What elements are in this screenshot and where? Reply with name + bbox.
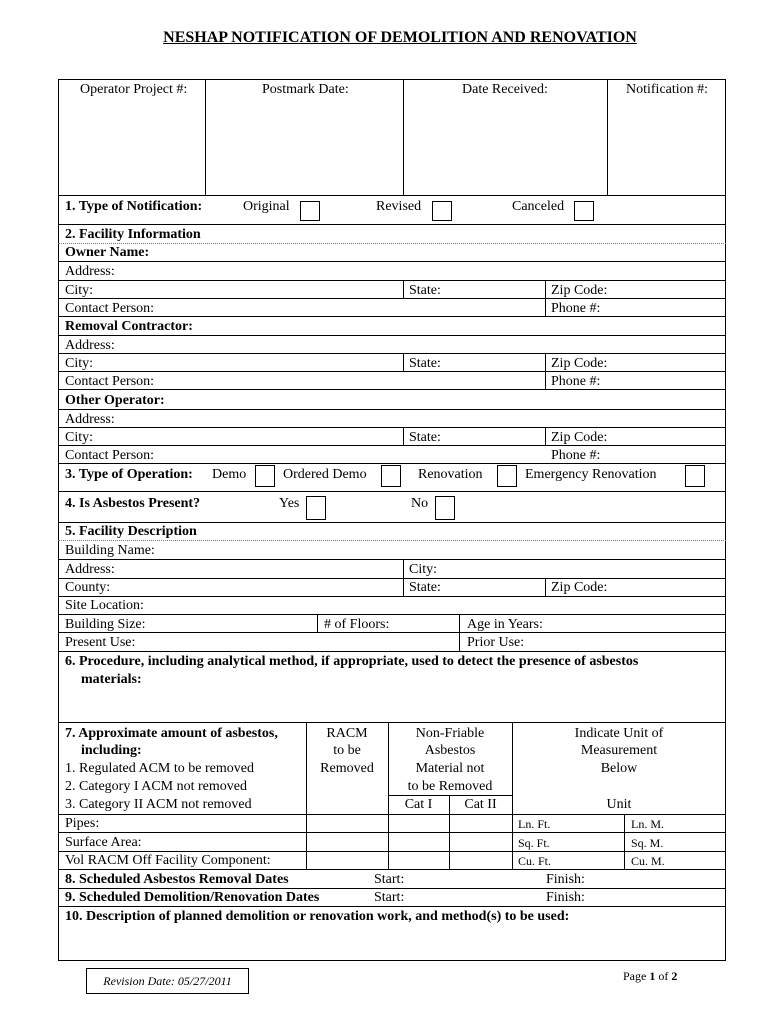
removal-address-label: Address: bbox=[65, 338, 115, 353]
age-label: Age in Years: bbox=[467, 617, 543, 632]
procedure-label-cont: materials: bbox=[81, 672, 142, 687]
row-line bbox=[58, 243, 726, 244]
other-zip-label: Zip Code: bbox=[551, 430, 608, 445]
demolition-finish-label: Finish: bbox=[546, 890, 585, 905]
yes-label: Yes bbox=[279, 496, 300, 511]
facility-address-label: Address: bbox=[65, 562, 115, 577]
other-contact-label: Contact Person: bbox=[65, 448, 155, 463]
row-line bbox=[58, 335, 726, 336]
demo-checkbox[interactable] bbox=[255, 465, 275, 487]
asbestos-present-label: 4. Is Asbestos Present? bbox=[65, 496, 201, 511]
row-line bbox=[58, 578, 726, 579]
ln-m-label: Ln. M. bbox=[631, 817, 664, 831]
demolition-start-label: Start: bbox=[374, 890, 405, 905]
row-line bbox=[58, 463, 726, 464]
amount-item-1: 1. Regulated ACM to be removed bbox=[65, 761, 254, 776]
row-line bbox=[58, 491, 726, 492]
owner-address-label: Address: bbox=[65, 264, 115, 279]
sq-ft-label: Sq. Ft. bbox=[518, 836, 550, 850]
row-line bbox=[58, 540, 726, 541]
racm-header-1: RACM bbox=[326, 726, 368, 741]
row-line bbox=[58, 559, 726, 560]
page-prefix: Page bbox=[623, 969, 647, 983]
other-city-label: City: bbox=[65, 430, 94, 445]
procedure-label: 6. Procedure, including analytical method, if appropriate, used to detect the presence of asbestos bbox=[65, 654, 639, 669]
row-line bbox=[58, 261, 726, 262]
notification-number-label: Notification #: bbox=[626, 82, 709, 97]
unit-header-2: Measurement bbox=[580, 743, 658, 758]
row-line bbox=[58, 832, 726, 833]
divider bbox=[403, 280, 404, 298]
surface-area-label: Surface Area: bbox=[65, 835, 142, 850]
row-line bbox=[58, 722, 726, 723]
page-of: of bbox=[658, 969, 669, 983]
amount-item-2: 2. Category I ACM not removed bbox=[65, 779, 247, 794]
page-current: 1 bbox=[649, 969, 656, 983]
nonfriable-header-1: Non-Friable bbox=[415, 726, 485, 741]
renovation-checkbox[interactable] bbox=[497, 465, 517, 487]
unit-header-3: Below bbox=[600, 761, 638, 776]
facility-heading: 2. Facility Information bbox=[65, 227, 201, 242]
row-line bbox=[58, 596, 726, 597]
nonfriable-header-3: Material not bbox=[415, 761, 485, 776]
original-checkbox[interactable] bbox=[300, 201, 320, 221]
row-line bbox=[58, 298, 726, 299]
yes-checkbox[interactable] bbox=[306, 496, 326, 520]
row-line bbox=[58, 427, 726, 428]
postmark-date-label: Postmark Date: bbox=[262, 82, 349, 97]
row-line bbox=[58, 614, 726, 615]
vol-racm-label: Vol RACM Off Facility Component: bbox=[65, 853, 271, 868]
row-line bbox=[58, 632, 726, 633]
no-label: No bbox=[411, 496, 429, 511]
row-line bbox=[58, 316, 726, 317]
renovation-label: Renovation bbox=[418, 467, 483, 482]
row-line bbox=[58, 869, 726, 870]
nonfriable-header-4: to be Removed bbox=[407, 779, 493, 794]
unit-header: Unit bbox=[606, 797, 632, 812]
unit-header-1: Indicate Unit of bbox=[574, 726, 664, 741]
amount-heading-cont: including: bbox=[81, 743, 142, 758]
racm-header-3: Removed bbox=[320, 761, 374, 776]
facility-zip-label: Zip Code: bbox=[551, 580, 608, 595]
facility-description-heading: 5. Facility Description bbox=[65, 524, 197, 539]
removal-zip-label: Zip Code: bbox=[551, 356, 608, 371]
racm-header-2: to be bbox=[333, 743, 361, 758]
removal-state-label: State: bbox=[409, 356, 441, 371]
owner-state-label: State: bbox=[409, 283, 441, 298]
removal-start-label: Start: bbox=[374, 872, 405, 887]
divider bbox=[403, 427, 404, 445]
row-line bbox=[58, 280, 726, 281]
removal-phone-label: Phone #: bbox=[551, 374, 601, 389]
canceled-checkbox[interactable] bbox=[574, 201, 594, 221]
no-checkbox[interactable] bbox=[435, 496, 455, 520]
page-number bbox=[623, 968, 677, 984]
work-description-label: 10. Description of planned demolition or renovation work, and method(s) to be used: bbox=[65, 909, 570, 924]
row-line bbox=[58, 651, 726, 652]
divider bbox=[624, 814, 625, 869]
row-line bbox=[58, 522, 726, 523]
owner-zip-label: Zip Code: bbox=[551, 283, 608, 298]
demo-label: Demo bbox=[212, 467, 247, 482]
row-line bbox=[58, 888, 726, 889]
page-title: NESHAP NOTIFICATION OF DEMOLITION AND RENOVATION bbox=[163, 29, 637, 46]
facility-city-label: City: bbox=[409, 562, 438, 577]
operator-project-label: Operator Project #: bbox=[80, 82, 188, 97]
divider bbox=[403, 353, 404, 371]
original-label: Original bbox=[243, 199, 290, 214]
present-use-label: Present Use: bbox=[65, 635, 136, 650]
amount-heading: 7. Approximate amount of asbestos, bbox=[65, 726, 278, 741]
removal-contractor-label: Removal Contractor: bbox=[65, 319, 193, 334]
row-line bbox=[58, 409, 726, 410]
revision-date: Revision Date: 05/27/2011 bbox=[86, 968, 249, 994]
cu-m-label: Cu. M. bbox=[631, 854, 665, 868]
removal-dates-label: 8. Scheduled Asbestos Removal Dates bbox=[65, 872, 289, 887]
operation-type-label: 3. Type of Operation: bbox=[65, 467, 193, 482]
floors-label: # of Floors: bbox=[324, 617, 390, 632]
nonfriable-header-2: Asbestos bbox=[424, 743, 476, 758]
row-line bbox=[58, 389, 726, 390]
other-phone-label: Phone #: bbox=[551, 448, 601, 463]
amount-item-3: 3. Category II ACM not removed bbox=[65, 797, 252, 812]
emergency-renovation-checkbox[interactable] bbox=[685, 465, 705, 487]
row-line bbox=[58, 851, 726, 852]
cat-2-header: Cat II bbox=[464, 797, 497, 812]
revised-label: Revised bbox=[376, 199, 422, 214]
date-received-label: Date Received: bbox=[462, 82, 548, 97]
removal-contact-label: Contact Person: bbox=[65, 374, 155, 389]
row-line bbox=[58, 814, 726, 815]
divider bbox=[545, 427, 546, 445]
county-label: County: bbox=[65, 580, 111, 595]
sq-m-label: Sq. M. bbox=[631, 836, 664, 850]
row-line bbox=[388, 795, 512, 796]
owner-contact-label: Contact Person: bbox=[65, 301, 155, 316]
owner-name-label: Owner Name: bbox=[65, 245, 150, 260]
owner-phone-label: Phone #: bbox=[551, 301, 601, 316]
row-line bbox=[58, 906, 726, 907]
demolition-dates-label: 9. Scheduled Demolition/Renovation Dates bbox=[65, 890, 320, 905]
removal-finish-label: Finish: bbox=[546, 872, 585, 887]
divider bbox=[607, 79, 608, 195]
emergency-renovation-label: Emergency Renovation bbox=[525, 467, 657, 482]
cat-1-header: Cat I bbox=[404, 797, 433, 812]
divider bbox=[545, 578, 546, 596]
divider bbox=[317, 614, 318, 632]
page-total: 2 bbox=[671, 969, 678, 983]
notification-type-label: 1. Type of Notification: bbox=[65, 199, 203, 214]
ordered-demo-label: Ordered Demo bbox=[283, 467, 367, 482]
ln-ft-label: Ln. Ft. bbox=[518, 817, 551, 831]
other-state-label: State: bbox=[409, 430, 441, 445]
facility-state-label: State: bbox=[409, 580, 441, 595]
row-line bbox=[58, 445, 726, 446]
row-line bbox=[58, 371, 726, 372]
row-line bbox=[58, 224, 726, 225]
cu-ft-label: Cu. Ft. bbox=[518, 854, 552, 868]
building-size-label: Building Size: bbox=[65, 617, 146, 632]
ordered-demo-checkbox[interactable] bbox=[381, 465, 401, 487]
canceled-label: Canceled bbox=[512, 199, 565, 214]
prior-use-label: Prior Use: bbox=[467, 635, 525, 650]
row-line bbox=[58, 195, 726, 196]
site-location-label: Site Location: bbox=[65, 598, 144, 613]
owner-city-label: City: bbox=[65, 283, 94, 298]
revised-checkbox[interactable] bbox=[432, 201, 452, 221]
divider bbox=[403, 79, 404, 195]
other-address-label: Address: bbox=[65, 412, 115, 427]
row-line bbox=[58, 353, 726, 354]
divider bbox=[205, 79, 206, 195]
other-operator-label: Other Operator: bbox=[65, 393, 165, 408]
building-name-label: Building Name: bbox=[65, 543, 155, 558]
removal-city-label: City: bbox=[65, 356, 94, 371]
pipes-label: Pipes: bbox=[65, 816, 100, 831]
